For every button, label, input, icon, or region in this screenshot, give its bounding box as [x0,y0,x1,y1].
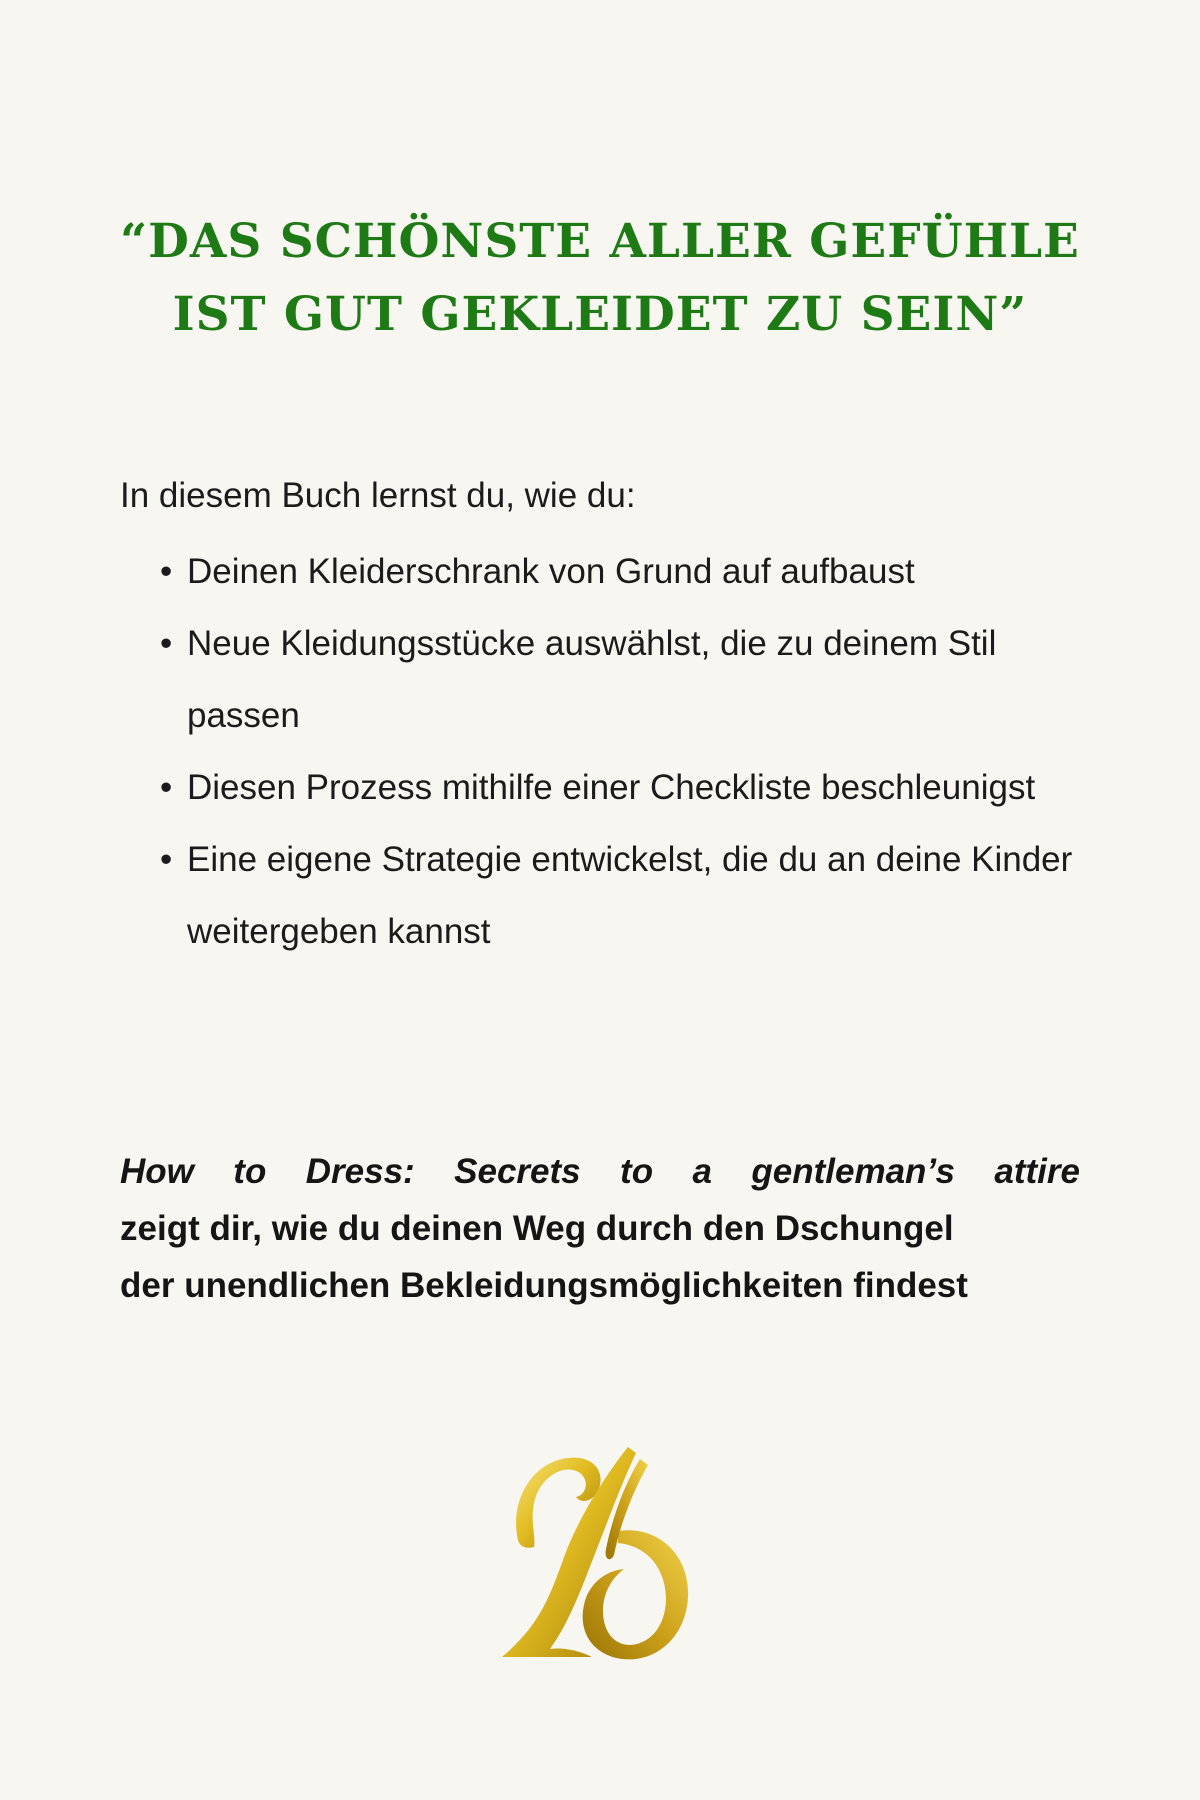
list-item-text: Eine eigene Strategie entwickelst, die du an deine Kinder weitergeben kannst [187,840,1073,951]
gold-monogram-logo-icon [500,1445,700,1670]
list-item-text: Diesen Prozess mithilfe einer Checkliste beschleunigst [187,768,1036,807]
list-item [120,824,1080,968]
bullet-icon: • [160,552,173,591]
list-item-text: Deinen Kleiderschrank von Grund auf aufbaust [187,552,915,591]
list-item [120,608,1080,752]
headline-quote [60,205,1140,351]
quote-line-2: IST GUT GEKLEIDET ZU SEIN” [172,287,1028,342]
list-item [120,752,1080,824]
bullet-icon: • [160,768,173,807]
list-item-text: Neue Kleidungsstücke auswählst, die zu deinem Stil passen [187,624,997,735]
benefits-list [120,536,1080,968]
bullet-icon: • [160,840,173,879]
closing-paragraph [120,1143,1080,1314]
intro-text: In diesem Buch lernst du, wie du: [120,476,636,515]
quote-line-1: “DAS SCHÖNSTE ALLER GEFÜHLE [120,214,1080,269]
book-title: How to Dress: Secrets to a gentleman’s attire [120,1152,1080,1191]
closing-line-3: der unendlichen Bekleidungsmöglichkeiten findest [120,1266,968,1305]
closing-line-2: zeigt dir, wie du deinen Weg durch den Dschungel [120,1209,954,1248]
list-item [120,536,1080,608]
bullet-icon: • [160,624,173,663]
